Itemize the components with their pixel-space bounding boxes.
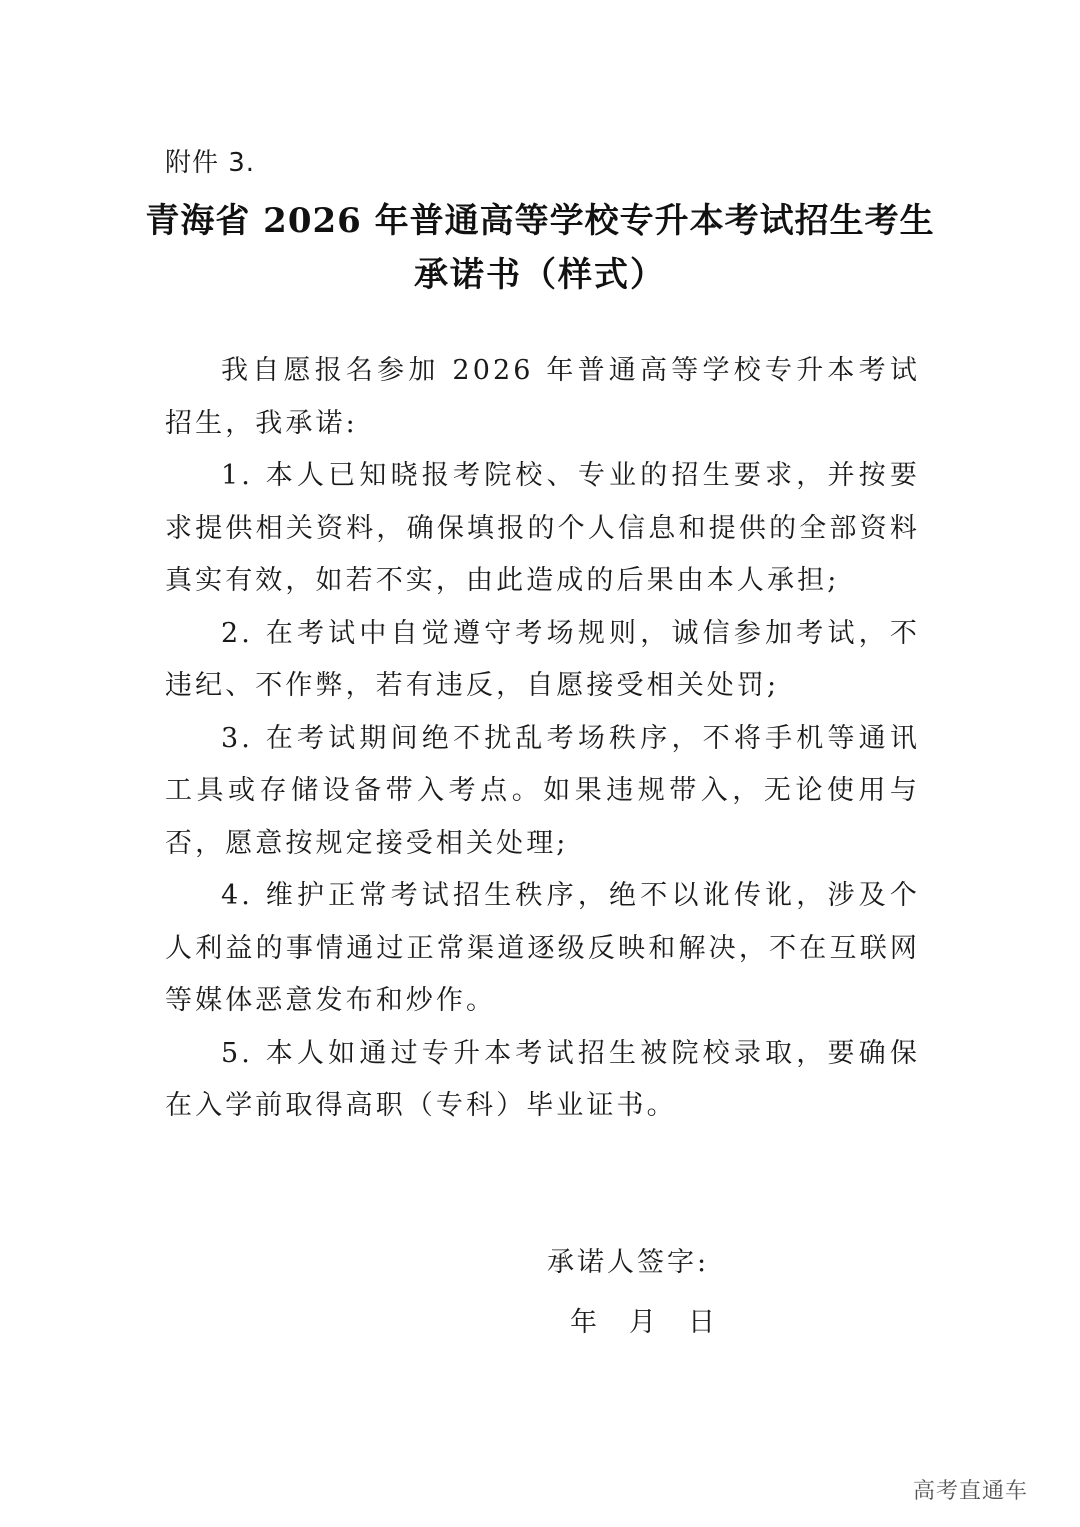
pledge-item-1: 1. 本人已知晓报考院校、专业的招生要求，并按要求提供相关资料，确保填报的个人信息和提供的全部资料真实有效，如若不实，由此造成的后果由本人承担; [165, 460, 920, 596]
pledge-intro: 我自愿报名参加 2026 年普通高等学校专升本考试招生，我承诺: [165, 355, 920, 439]
date-year-label: 年 [570, 1307, 597, 1338]
document-title-line-2: 承诺书（样式） [414, 255, 666, 295]
attachment-label: 附件 3. [165, 148, 256, 178]
pledge-item-3: 3. 在考试期间绝不扰乱考场秩序，不将手机等通讯工具或存储设备带入考点。如果违规带入，无论使用与否，愿意按规定接受相关处理; [165, 722, 920, 859]
date-line [570, 1300, 715, 1339]
document-title-line-1: 青海省 2026 年普通高等学校专升本考试招生考生 [145, 201, 935, 241]
pledge-item-2: 2. 在考试中自觉遵守考场规则，诚信参加考试，不违纪、不作弊，若有违反，自愿接受相关处罚; [165, 617, 920, 701]
watermark: 高考直通车 [913, 1479, 1029, 1504]
date-month-label: 月 [629, 1307, 656, 1338]
pledge-item-4: 4. 维护正常考试招生秩序，绝不以讹传讹，涉及个人利益的事情通过正常渠道逐级反映和解决，不在互联网等媒体恶意发布和炒作。 [165, 880, 920, 1016]
pledge-item-5: 5. 本人如通过专升本考试招生被院校录取，要确保在入学前取得高职（专科）毕业证书。 [165, 1037, 920, 1121]
signature-label: 承诺人签字: [547, 1247, 710, 1278]
pledge-body [165, 345, 920, 1133]
date-day-label: 日 [688, 1307, 715, 1338]
